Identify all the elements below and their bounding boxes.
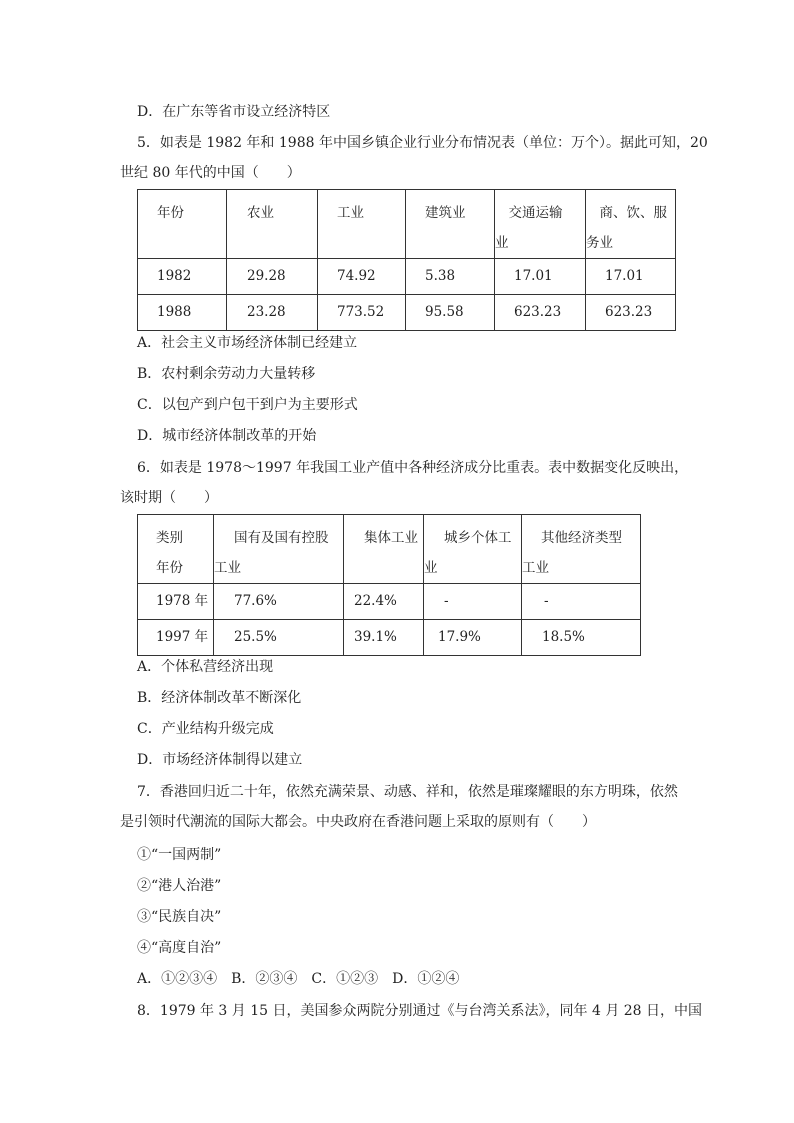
header-line: 商、饮、服	[586, 205, 667, 221]
q5-header-cell	[495, 190, 586, 259]
q7-item-4: ④“高度自治”	[137, 940, 222, 956]
q6-stem-line2: 该时期（ ）	[120, 490, 218, 506]
table-cell: 25.5%	[214, 620, 344, 656]
q5-stem-line1: 5．如表是 1982 年和 1988 年中国乡镇企业行业分布情况表（单位：万个）。据此可知，20	[137, 135, 708, 151]
table-cell: 74.92	[318, 259, 406, 295]
q8-stem-line1: 8．1979 年 3 月 15 日，美国参众两院分别通过《与台湾关系法》，同年 4 月 28 日，中国	[137, 1003, 703, 1019]
table-cell: 1978 年	[138, 584, 214, 620]
table-cell: 5.38	[406, 259, 495, 295]
q5-option-b: B．农村剩余劳动力大量转移	[137, 366, 316, 382]
table-row	[138, 295, 676, 331]
q6-option-b: B．经济体制改革不断深化	[137, 690, 302, 706]
header-line: 工业	[214, 560, 241, 576]
table-cell: 77.6%	[214, 584, 344, 620]
q5-option-d: D．城市经济体制改革的开始	[137, 428, 317, 444]
q6-header-cell	[522, 515, 641, 584]
header-line: 工业	[522, 560, 549, 576]
header-line: 国有及国有控股	[234, 530, 329, 546]
table-row	[138, 584, 641, 620]
q5-header-cell	[586, 190, 676, 259]
table-cell: -	[424, 584, 522, 620]
q6-header-cell	[344, 515, 424, 584]
q6-header-row	[138, 515, 641, 584]
q5-option-c: C．以包产到户包干到户为主要形式	[137, 397, 358, 413]
q4-option-d: D．在广东等省市设立经济特区	[137, 104, 331, 120]
q7-item-3: ③“民族自决”	[137, 909, 222, 925]
q7-stem-line2: 是引领时代潮流的国际大都会。中央政府在香港问题上采取的原则有（ ）	[120, 814, 596, 830]
table-cell: 95.58	[406, 295, 495, 331]
header-line: 建筑业	[425, 205, 466, 221]
table-cell: 1988	[138, 295, 227, 331]
q5-header-row	[138, 190, 676, 259]
header-line: 其他经济类型	[541, 530, 622, 546]
q6-option-c: C．产业结构升级完成	[137, 721, 274, 737]
q5-option-a: A．社会主义市场经济体制已经建立	[137, 335, 358, 351]
q6-option-d: D．市场经济体制得以建立	[137, 752, 303, 768]
table-cell: 29.28	[227, 259, 318, 295]
header-line: 业	[424, 560, 438, 576]
table-cell: 773.52	[318, 295, 406, 331]
table-cell: 623.23	[586, 295, 676, 331]
q6-option-a: A．个体私营经济出现	[137, 659, 274, 675]
header-line: 务业	[586, 235, 613, 251]
q6-header-cell	[424, 515, 522, 584]
table-cell: -	[522, 584, 641, 620]
header-line: 农业	[247, 205, 274, 221]
header-line: 类别	[156, 530, 183, 546]
header-line: 城乡个体工	[444, 530, 512, 546]
q6-header-cell	[138, 515, 214, 584]
header-line: 年份	[156, 560, 183, 576]
table-cell: 1982	[138, 259, 227, 295]
q7-item-2: ②“港人治港”	[137, 878, 222, 894]
q7-item-1: ①“一国两制”	[137, 847, 222, 863]
table-cell: 17.01	[495, 259, 586, 295]
table-cell: 22.4%	[344, 584, 424, 620]
table-cell: 18.5%	[522, 620, 641, 656]
header-line: 交通运输	[495, 205, 563, 221]
header-line: 集体工业	[364, 530, 418, 546]
table-cell: 623.23	[495, 295, 586, 331]
table-cell: 23.28	[227, 295, 318, 331]
table-row	[138, 259, 676, 295]
table-cell: 1997 年	[138, 620, 214, 656]
q7-stem-line1: 7．香港回归近二十年，依然充满荣景、动感、祥和，依然是璀璨耀眼的东方明珠，依然	[137, 784, 678, 800]
table-cell: 17.01	[586, 259, 676, 295]
q5-header-cell	[227, 190, 318, 259]
table-cell: 39.1%	[344, 620, 424, 656]
q5-table	[137, 189, 676, 331]
q5-stem-line2: 世纪 80 年代的中国（ ）	[120, 165, 301, 181]
q6-stem-line1: 6．如表是 1978～1997 年我国工业产值中各种经济成分比重表。表中数据变化反映出，	[137, 460, 689, 476]
q6-header-cell	[214, 515, 344, 584]
header-line: 业	[495, 235, 509, 251]
table-row	[138, 620, 641, 656]
header-line: 工业	[337, 205, 364, 221]
q7-options: A．①②③④ B．②③④ C．①②③ D．①②④	[137, 971, 460, 987]
q6-table	[137, 514, 641, 656]
q5-header-cell	[138, 190, 227, 259]
table-cell: 17.9%	[424, 620, 522, 656]
q5-header-cell	[406, 190, 495, 259]
q5-header-cell	[318, 190, 406, 259]
header-line: 年份	[157, 205, 184, 221]
